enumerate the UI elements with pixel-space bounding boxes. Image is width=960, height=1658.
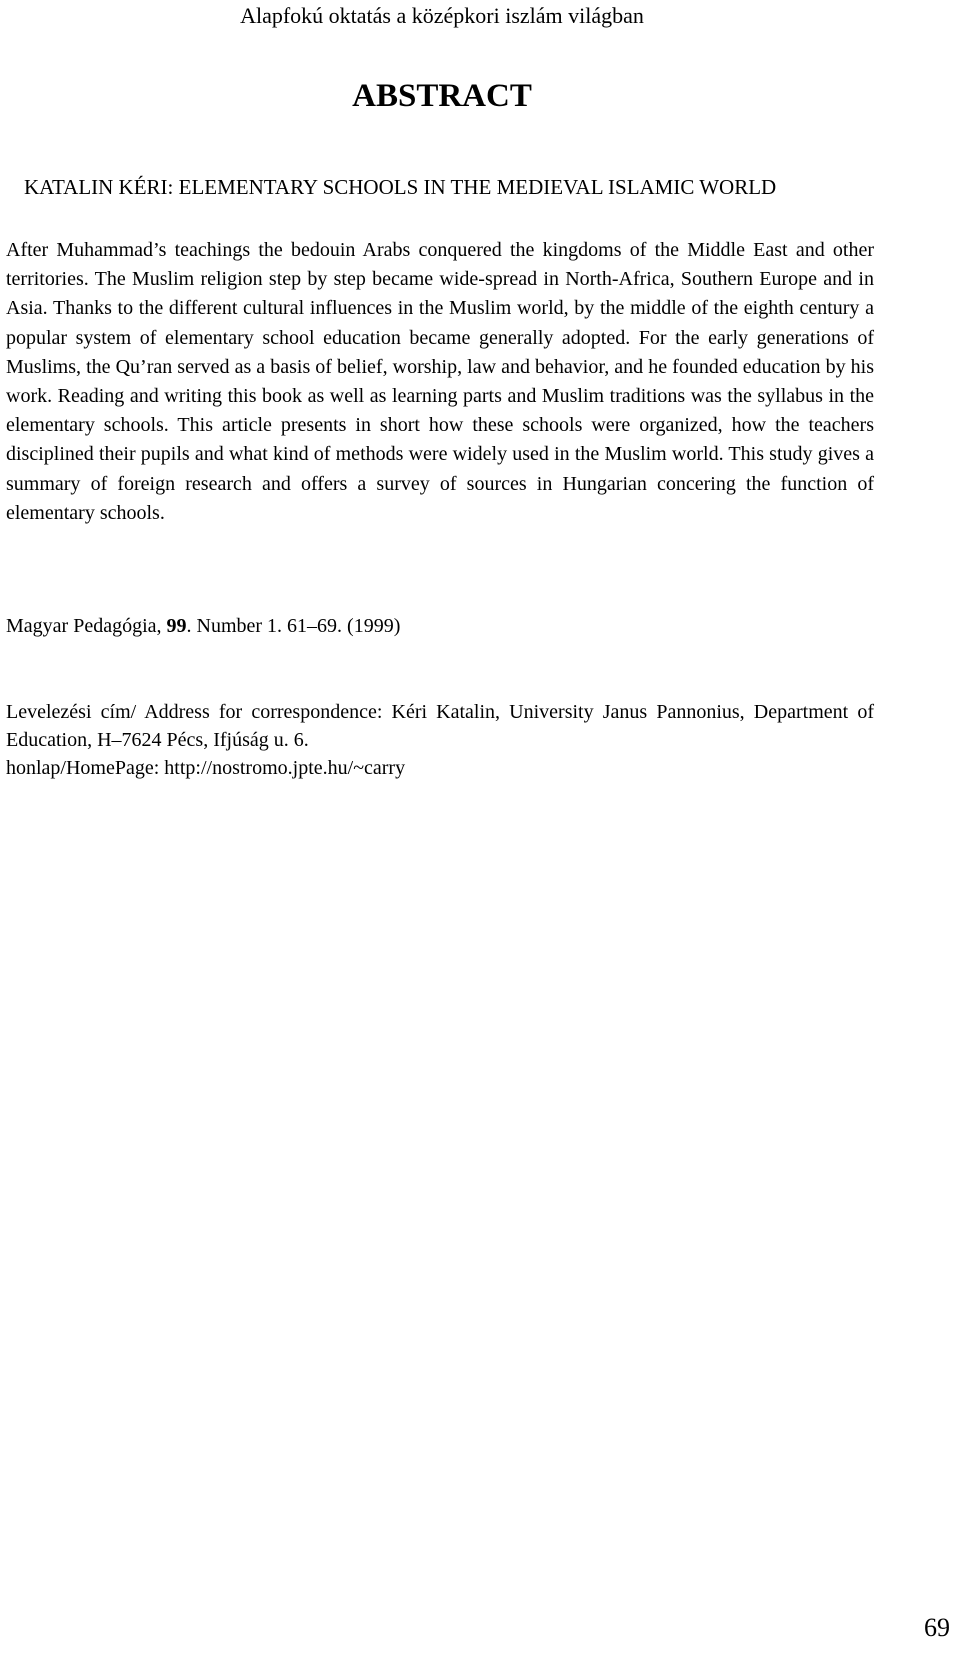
running-header: Alapfokú oktatás a középkori iszlám világban: [240, 3, 644, 28]
citation-volume: 99: [166, 615, 187, 637]
abstract-body: After Muhammad’s teachings the bedouin Arabs conquered the kingdoms of the Middle East and other territories. The Muslim religion step by step became wide-spread in North-Africa, Southern Europe and in Asia. Thanks to the different cultural influences in the Muslim world, by the middle of the eighth century a popular system of elementary school education became generally adopted. For the early generations of Muslims, the Qu’ran served as a basis of belief, worship, law and behavior, and he founded education by his work. Reading and writing this book as well as learning parts and Muslim traditions was the syllabus in the elementary schools. This article presents in short how these schools were organized, how the teachers disciplined their pupils and what kind of methods were widely used in the Muslim world. This study gives a summary of foreign research and offers a survey of sources in Hungarian concering the function of elementary schools.: [6, 239, 874, 524]
citation-journal: Magyar Pedagógia,: [6, 615, 162, 637]
abstract-heading: ABSTRACT: [352, 78, 532, 114]
correspondence-address: Levelezési cím/ Address for correspondence: Kéri Katalin, University Janus Pannonius, Department of Education, H–7624 Pécs, Ifjúság u. 6.: [6, 701, 874, 751]
citation-details: . Number 1. 61–69. (1999): [186, 615, 401, 637]
page-number: 69: [924, 1613, 950, 1642]
citation: [6, 612, 400, 640]
homepage-link[interactable]: honlap/HomePage: http://nostromo.jpte.hu/~carry: [6, 757, 406, 779]
article-title: KATALIN KÉRI: ELEMENTARY SCHOOLS IN THE MEDIEVAL ISLAMIC WORLD: [24, 175, 777, 199]
